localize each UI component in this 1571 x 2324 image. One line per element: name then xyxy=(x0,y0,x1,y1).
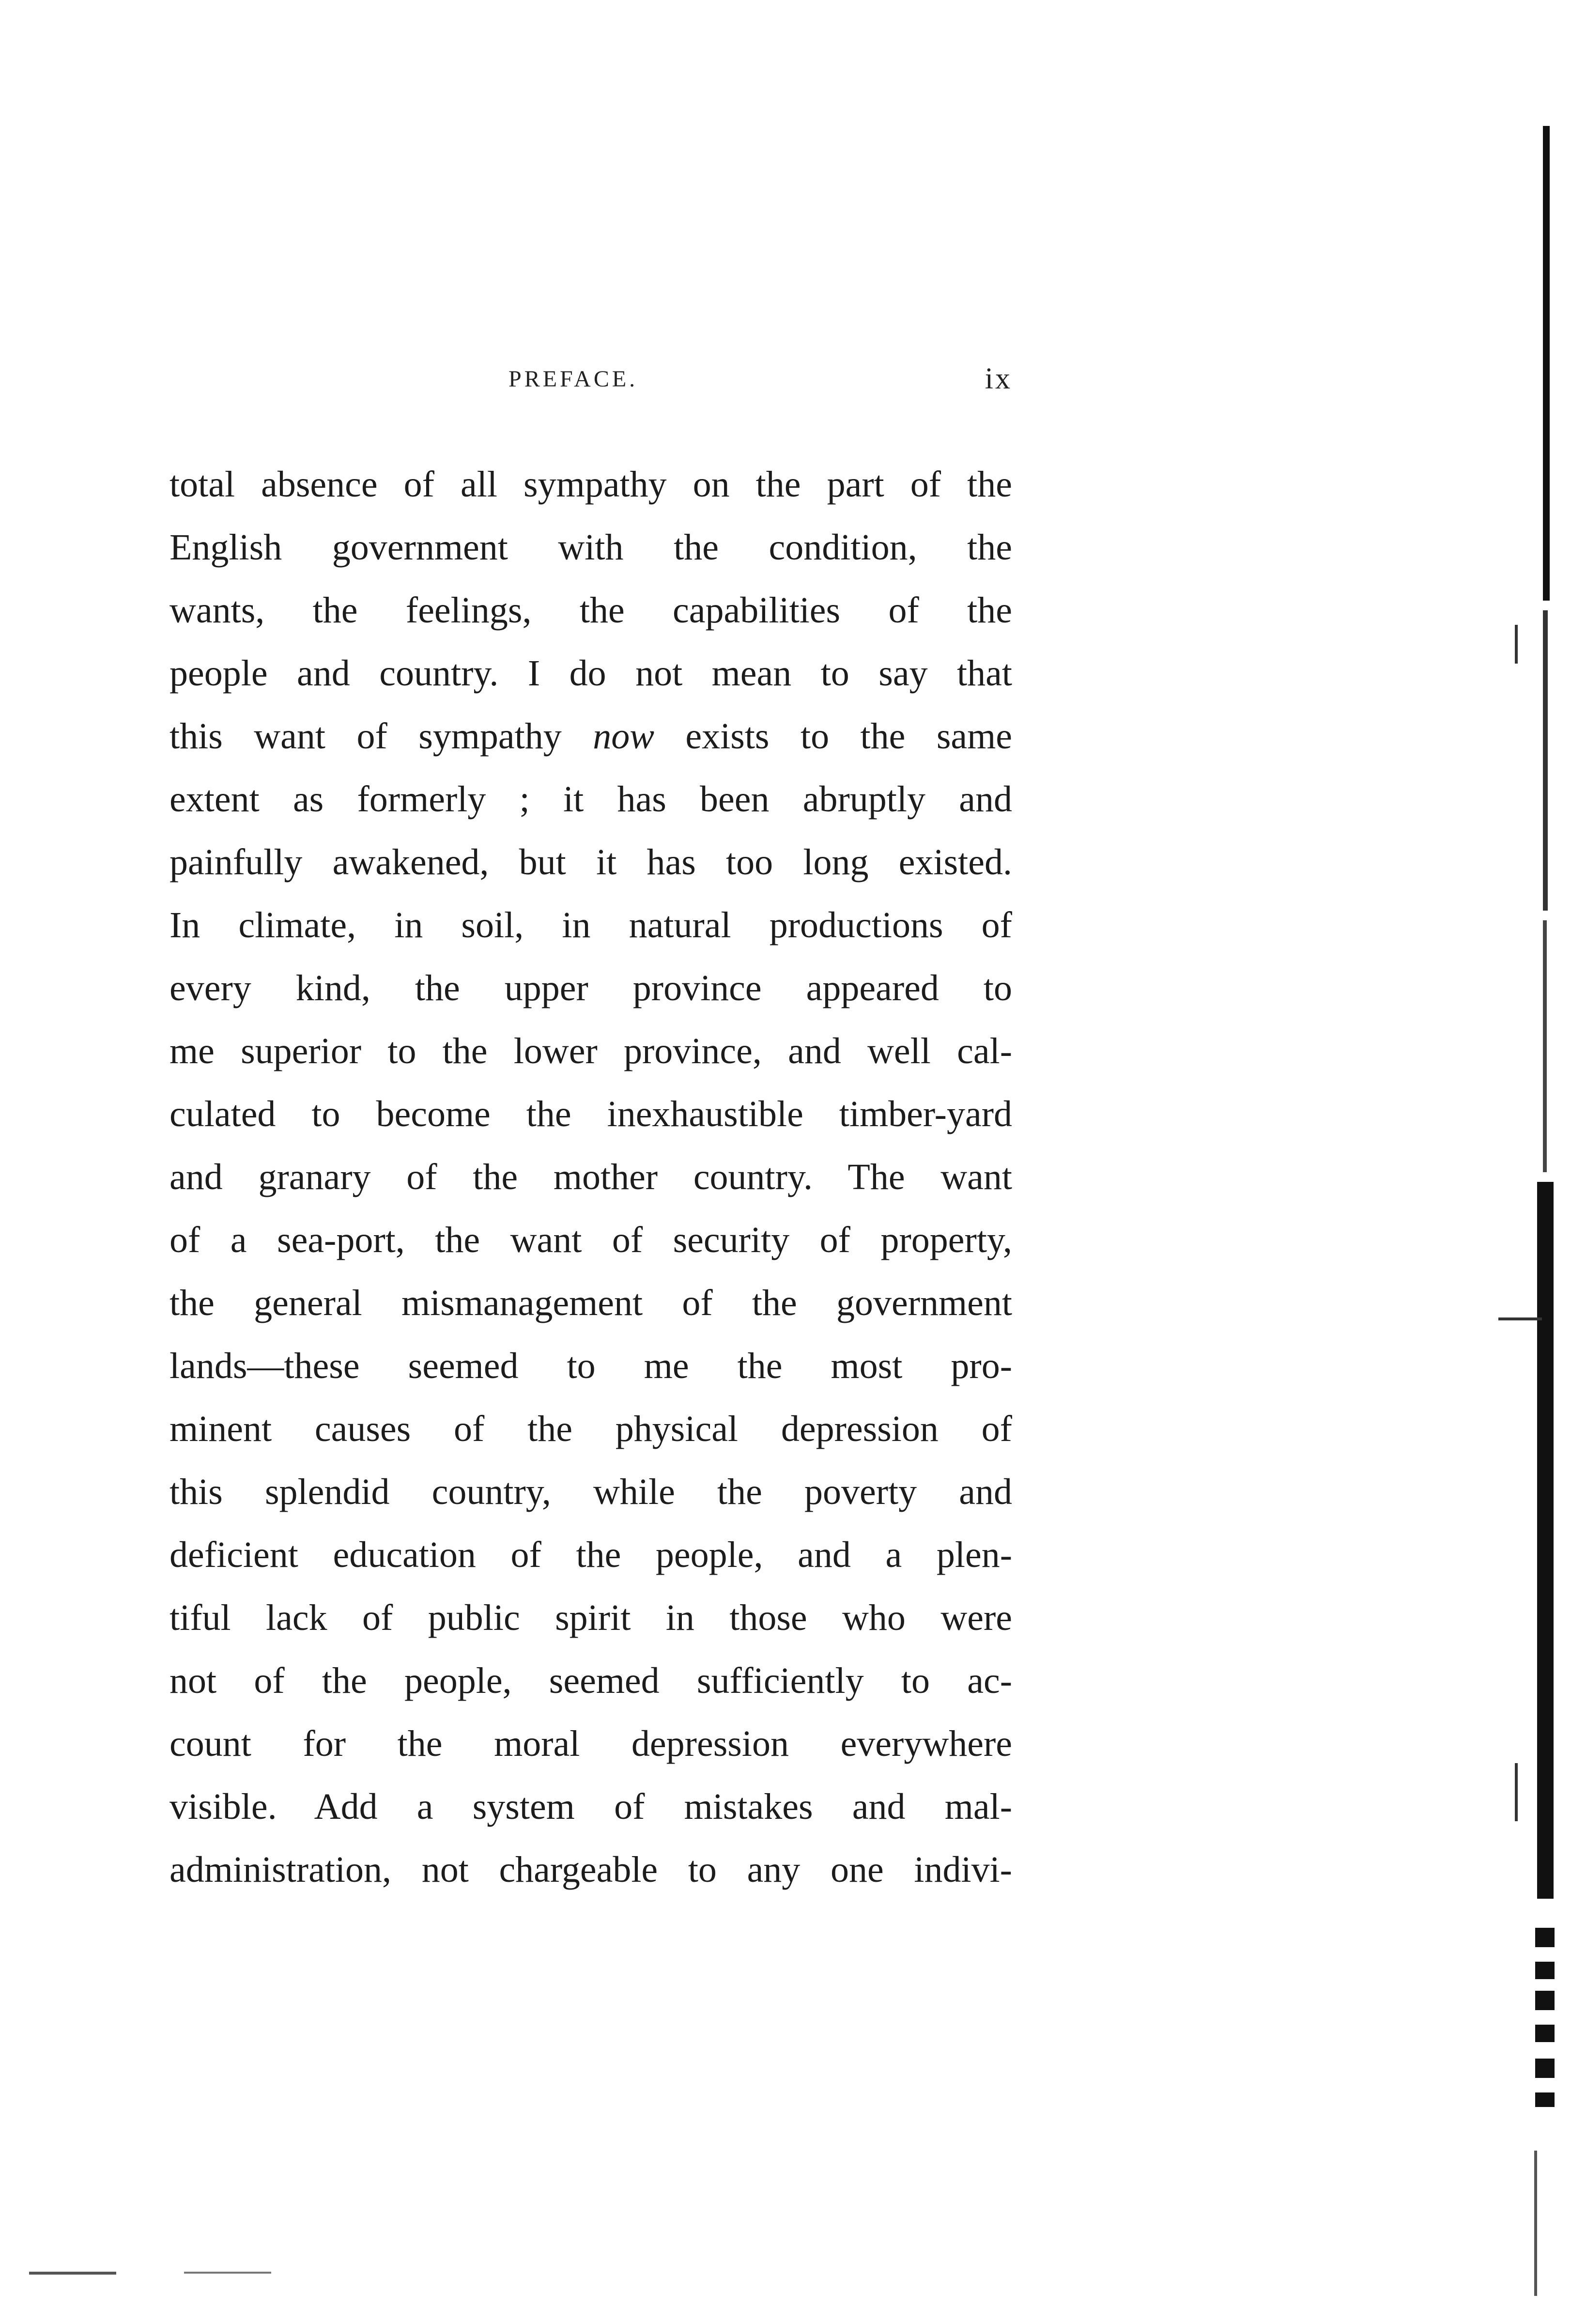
text-segment: exists to the same xyxy=(654,716,1013,757)
running-head xyxy=(169,362,1012,409)
text-line: lands—these seemed to me the most pro- xyxy=(169,1346,1012,1386)
running-title: PREFACE. xyxy=(508,366,638,392)
binding-band xyxy=(1537,1182,1554,1899)
text-line: total absence of all sympathy on the part of the xyxy=(169,464,1012,505)
italic-word: now xyxy=(593,716,654,757)
text-line: deficient education of the people, and a plen- xyxy=(169,1534,1012,1575)
text-line: of a sea-port, the want of security of property, xyxy=(169,1220,1012,1260)
binding-band xyxy=(1535,1962,1555,1979)
binding-band xyxy=(1535,2059,1555,2078)
text-line: tiful lack of public spirit in those who were xyxy=(169,1597,1012,1638)
page-scuff xyxy=(184,2272,271,2274)
binding-band xyxy=(1543,920,1547,1172)
page-number: ix xyxy=(985,362,1012,395)
text-line: and granary of the mother country. The want xyxy=(169,1157,1012,1197)
binding-band xyxy=(1535,2092,1555,2107)
text-line xyxy=(169,705,1012,768)
binding-band xyxy=(1543,610,1548,911)
binding-band xyxy=(1543,126,1550,601)
text-line: English government with the condition, the xyxy=(169,527,1012,568)
text-line: extent as formerly ; it has been abruptly and xyxy=(169,779,1012,820)
binding-band xyxy=(1535,2025,1555,2042)
text-line: In climate, in soil, in natural productions of xyxy=(169,905,1012,945)
body-text xyxy=(169,453,1012,1901)
text-segment: this want of sympathy xyxy=(169,716,593,757)
text-line: minent causes of the physical depression of xyxy=(169,1409,1012,1449)
binding-speck xyxy=(1498,1317,1542,1320)
binding-speck xyxy=(1515,625,1518,664)
text-line: every kind, the upper province appeared to xyxy=(169,968,1012,1008)
text-line: people and country. I do not mean to say that xyxy=(169,653,1012,694)
page-scuff xyxy=(29,2272,116,2275)
binding-shadow xyxy=(1489,0,1571,2324)
text-line: wants, the feelings, the capabilities of the xyxy=(169,590,1012,631)
text-line: culated to become the inexhaustible timber-yard xyxy=(169,1094,1012,1134)
text-line: the general mismanagement of the government xyxy=(169,1283,1012,1323)
binding-speck xyxy=(1515,1763,1518,1821)
binding-band xyxy=(1534,2151,1537,2296)
binding-band xyxy=(1535,1991,1555,2010)
text-line: count for the moral depression everywhere xyxy=(169,1723,1012,1764)
text-line: not of the people, seemed sufficiently to ac- xyxy=(169,1660,1012,1701)
binding-band xyxy=(1535,1928,1555,1947)
text-line: me superior to the lower province, and well cal- xyxy=(169,1031,1012,1071)
text-line: visible. Add a system of mistakes and mal- xyxy=(169,1786,1012,1827)
text-line: administration, not chargeable to any one indivi- xyxy=(169,1849,1012,1890)
text-line: painfully awakened, but it has too long existed. xyxy=(169,842,1012,883)
text-line: this splendid country, while the poverty and xyxy=(169,1472,1012,1512)
